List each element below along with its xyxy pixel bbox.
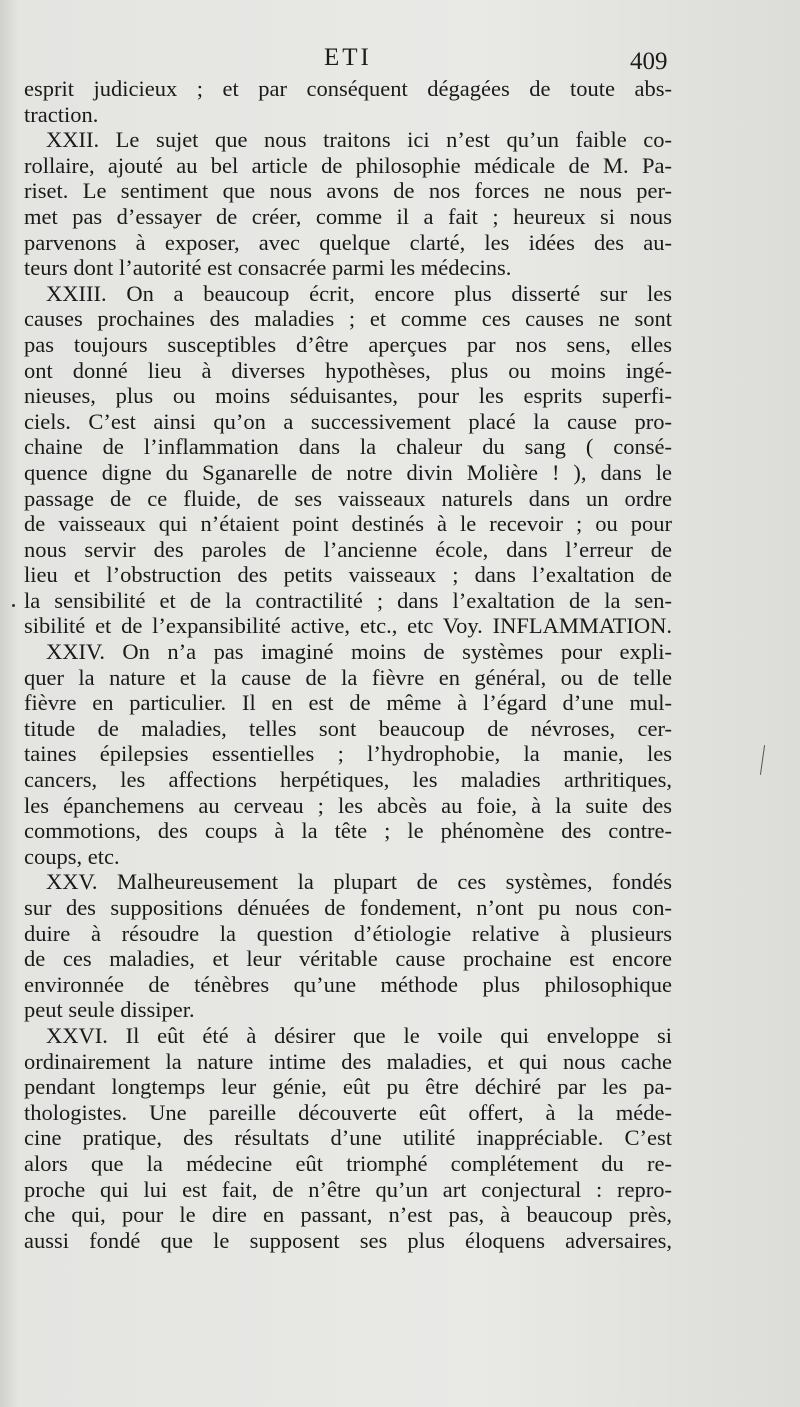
- margin-dot-mark: [12, 604, 15, 607]
- text-line: quer la nature et la cause de la fièvre en général, ou de telle: [24, 664, 672, 690]
- text-line: ont donné lieu à diverses hypothèses, plus ou moins ingé-: [24, 357, 672, 383]
- text-line: sibilité et de l’expansibilité active, etc., etc Voy. INFLAMMATION.: [24, 613, 672, 639]
- text-line: che qui, pour le dire en passant, n’est pas, à beaucoup près,: [24, 1202, 672, 1228]
- text-line: passage de ce fluide, de ses vaisseaux naturels dans un ordre: [24, 485, 672, 511]
- margin-pencil-mark: [760, 745, 765, 775]
- paragraph-start-line: XXVI. Il eût été à désirer que le voile qui enveloppe si: [46, 1022, 672, 1048]
- text-line: pas toujours susceptibles d’être aperçues par nos sens, elles: [24, 331, 672, 357]
- text-line: chaine de l’inflammation dans la chaleur du sang ( consé-: [24, 434, 672, 460]
- body-text: [24, 76, 672, 1253]
- text-line: causes prochaines des maladies ; et comme ces causes ne sont: [24, 306, 672, 332]
- text-line: riset. Le sentiment que nous avons de nos forces ne nous per-: [24, 178, 672, 204]
- page-number: 409: [630, 48, 668, 75]
- running-head: ETI: [324, 44, 372, 71]
- text-line: peut seule dissiper.: [24, 997, 195, 1023]
- text-line: parvenons à exposer, avec quelque clarté, les idées des au-: [24, 229, 672, 255]
- text-line: de ces maladies, et leur véritable cause prochaine est encore: [24, 946, 672, 972]
- text-line: cancers, les affections herpétiques, les maladies arthritiques,: [24, 767, 672, 793]
- text-line: ciels. C’est ainsi qu’on a successivement placé la cause pro-: [24, 408, 672, 434]
- text-line: thologistes. Une pareille découverte eût offert, à la méde-: [24, 1099, 672, 1125]
- text-line: ordinairement la nature intime des maladies, et qui nous cache: [24, 1048, 672, 1074]
- text-line: titude de maladies, telles sont beaucoup de névroses, cer-: [24, 715, 672, 741]
- text-line: alors que la médecine eût triomphé complétement du re-: [24, 1150, 672, 1176]
- text-line: pendant longtemps leur génie, eût pu être déchiré par les pa-: [24, 1074, 672, 1100]
- text-line: la sensibilité et de la contractilité ; dans l’exaltation de la sen-: [24, 587, 672, 613]
- text-line: taines épilepsies essentielles ; l’hydrophobie, la manie, les: [24, 741, 672, 767]
- text-line: environnée de ténèbres qu’une méthode plus philosophique: [24, 971, 672, 997]
- text-line: nous servir des paroles de l’ancienne école, dans l’erreur de: [24, 536, 672, 562]
- text-line: teurs dont l’autorité est consacrée parmi les médecins.: [24, 255, 512, 281]
- text-line: rollaire, ajouté au bel article de philosophie médicale de M. Pa-: [24, 152, 672, 178]
- paragraph-start-line: XXIII. On a beaucoup écrit, encore plus disserté sur les: [46, 280, 672, 306]
- text-line: nieuses, plus ou moins séduisantes, pour les esprits superfi-: [24, 383, 672, 409]
- text-line: coups, etc.: [24, 843, 120, 869]
- text-line: quence digne du Sganarelle de notre divin Molière ! ), dans le: [24, 459, 672, 485]
- text-line: de vaisseaux qui n’étaient point destinés à le recevoir ; ou pour: [24, 511, 672, 537]
- text-line: esprit judicieux ; et par conséquent dégagées de toute abs-: [24, 76, 672, 101]
- text-line: aussi fondé que le supposent ses plus éloquens adversaires,: [24, 1227, 672, 1253]
- text-line: traction.: [24, 101, 99, 127]
- page-header: [0, 40, 800, 80]
- text-line: met pas d’essayer de créer, comme il a fait ; heureux si nous: [24, 203, 672, 229]
- text-line: duire à résoudre la question d’étiologie relative à plusieurs: [24, 920, 672, 946]
- text-line: fièvre en particulier. Il en est de même à l’égard d’une mul-: [24, 690, 672, 716]
- text-line: lieu et l’obstruction des petits vaisseaux ; dans l’exaltation de: [24, 562, 672, 588]
- paragraph-start-line: XXII. Le sujet que nous traitons ici n’est qu’un faible co-: [46, 127, 672, 153]
- text-line: sur des suppositions dénuées de fondement, n’ont pu nous con-: [24, 895, 672, 920]
- paragraph-start-line: XXV. Malheureusement la plupart de ces systèmes, fondés: [46, 869, 672, 895]
- text-line: les épanchemens au cerveau ; les abcès au foie, à la suite des: [24, 792, 672, 818]
- paragraph-start-line: XXIV. On n’a pas imaginé moins de systèmes pour expli-: [46, 639, 672, 665]
- text-line: proche qui lui est fait, de n’être qu’un art conjectural : repro-: [24, 1176, 672, 1202]
- text-line: commotions, des coups à la tête ; le phénomène des contre-: [24, 818, 672, 844]
- text-line: cine pratique, des résultats d’une utilité inappréciable. C’est: [24, 1125, 672, 1151]
